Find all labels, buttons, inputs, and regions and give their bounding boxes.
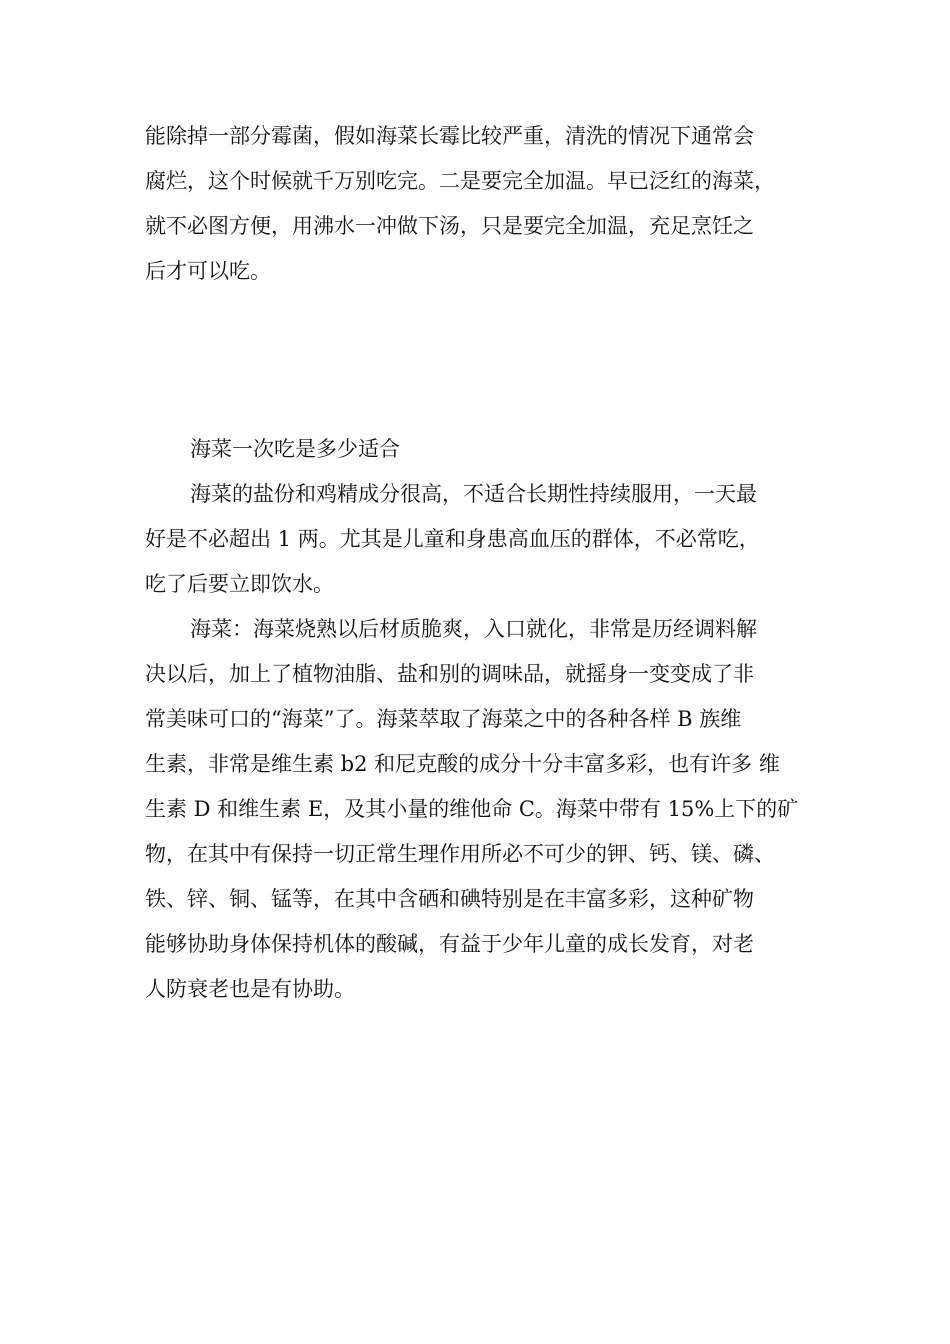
paragraph-line: 人防衰老也是有协助。 <box>145 977 355 1001</box>
section-heading: 海菜一次吃是多少适合 <box>190 437 400 461</box>
paragraph-line: 就不必图方便，用沸水一冲做下汤，只是要完全加温，充足烹饪之 <box>145 214 754 238</box>
paragraph-line: 海菜：海菜烧熟以后材质脆爽，入口就化，非常是历经调料解 <box>190 617 757 641</box>
paragraph-line: 物，在其中有保持一切正常生理作用所必不可少的钾、钙、镁、磷、 <box>145 842 775 866</box>
paragraph-line: 腐烂，这个时候就千万别吃完。二是要完全加温。早已泛红的海菜， <box>145 169 775 193</box>
paragraph-line: 好是不必超出 1 两。尤其是儿童和身患高血压的群体，不必常吃， <box>145 527 760 551</box>
paragraph-line: 生素 D 和维生素 E，及其小量的维他命 C。海菜中带有 15%上下的矿 <box>145 797 799 821</box>
paragraph-line: 后才可以吃。 <box>145 259 271 283</box>
paragraph-line: 能够协助身体保持机体的酸碱，有益于少年儿童的成长发育，对老 <box>145 932 754 956</box>
paragraph-line: 铁、锌、铜、锰等，在其中含硒和碘特别是在丰富多彩，这种矿物 <box>145 887 754 911</box>
paragraph-line: 常美味可口的“海菜”了。海菜萃取了海菜之中的各种各样 B 族维 <box>145 707 742 731</box>
paragraph-line: 吃了后要立即饮水。 <box>145 572 334 596</box>
paragraph-line: 生素，非常是维生素 b2 和尼克酸的成分十分丰富多彩，也有许多 维 <box>145 752 780 776</box>
paragraph-line: 海菜的盐份和鸡精成分很高，不适合长期性持续服用，一天最 <box>190 482 757 506</box>
paragraph-line: 能除掉一部分霉菌，假如海菜长霉比较严重，清洗的情况下通常会 <box>145 124 754 148</box>
paragraph-line: 决以后，加上了植物油脂、盐和别的调味品，就摇身一变变成了非 <box>145 662 754 686</box>
